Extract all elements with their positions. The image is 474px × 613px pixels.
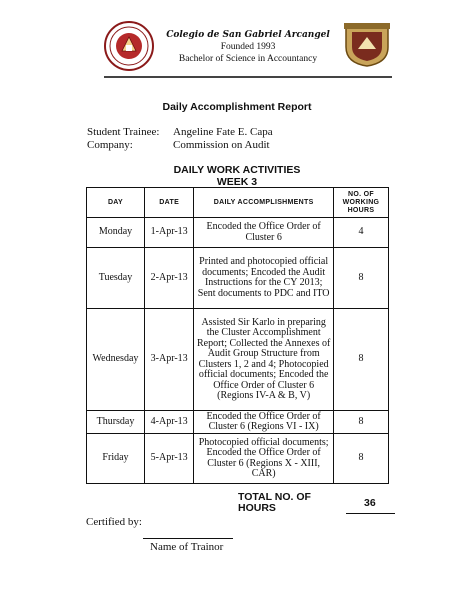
accomplishment-cell: Assisted Sir Karlo in preparing the Cluster Accomplishment Report; Collected the Annexes of Audit Group Structure from Clusters 1, 2 and 4; Photocopied official documents; Encoded the Office Order of Cluster 6 (Regions IV-A & B, V) xyxy=(194,309,334,411)
hours-cell: 4 xyxy=(333,218,388,248)
table-row xyxy=(87,411,389,434)
accomplishment-cell: Printed and photocopied official documents; Encoded the Audit Instructions for the CY 2013; Sent documents to PDC and ITO xyxy=(194,248,334,309)
trainor-name-label: Name of Trainor xyxy=(150,541,224,553)
date-cell: 4-Apr-13 xyxy=(144,411,193,434)
report-title: Daily Accomplishment Report xyxy=(162,101,312,113)
date-cell: 2-Apr-13 xyxy=(144,248,193,309)
table-row xyxy=(87,309,389,411)
day-cell: Wednesday xyxy=(87,309,145,411)
accomplishment-cell: Encoded the Office Order of Cluster 6 xyxy=(194,218,334,248)
section-title: DAILY WORK ACTIVITIES xyxy=(173,164,301,176)
founded-line: Founded 1993 xyxy=(220,42,276,52)
company-label: Company: xyxy=(87,139,133,151)
trainee-label: Student Trainee: xyxy=(87,126,160,138)
header-hours: NO. OF WORKING HOURS xyxy=(333,188,388,218)
college-name: Colegio de San Gabriel Arcangel xyxy=(166,30,330,40)
week-label: WEEK 3 xyxy=(216,176,258,188)
hours-cell: 8 xyxy=(333,434,388,484)
day-cell: Thursday xyxy=(87,411,145,434)
accomplishment-cell: Encoded the Office Order of Cluster 6 (Regions VI - IX) xyxy=(194,411,334,434)
date-cell: 5-Apr-13 xyxy=(144,434,193,484)
trainee-row xyxy=(87,126,273,139)
hours-cell: 8 xyxy=(333,248,388,309)
trainee-value: Angeline Fate E. Capa xyxy=(173,126,273,138)
hours-cell: 8 xyxy=(333,309,388,411)
header-date: DATE xyxy=(144,188,193,218)
table-header-row xyxy=(87,188,389,218)
table-row xyxy=(87,434,389,484)
day-cell: Tuesday xyxy=(87,248,145,309)
table-row xyxy=(87,248,389,309)
trainee-info xyxy=(87,126,273,152)
letterhead xyxy=(0,0,474,80)
program-line: Bachelor of Science in Accountancy xyxy=(178,54,318,64)
date-cell: 1-Apr-13 xyxy=(144,218,193,248)
date-cell: 3-Apr-13 xyxy=(144,309,193,411)
certified-by-label: Certified by: xyxy=(86,516,142,528)
total-hours-label xyxy=(238,492,324,514)
program-crest-icon xyxy=(342,21,392,67)
company-value: Commission on Audit xyxy=(173,139,270,151)
accomplishment-cell: Photocopied official documents; Encoded the Office Order of Cluster 6 (Regions X - XIII, CAR) xyxy=(194,434,334,484)
signature-line xyxy=(143,538,233,539)
total-hours-value: 36 xyxy=(364,497,376,509)
header-day: DAY xyxy=(87,188,145,218)
company-row xyxy=(87,139,273,152)
college-seal-icon xyxy=(104,21,154,71)
section-heading xyxy=(0,164,474,188)
day-cell: Monday xyxy=(87,218,145,248)
header-accomplishments: DAILY ACCOMPLISHMENTS xyxy=(194,188,334,218)
header-rule xyxy=(104,76,392,78)
table-row xyxy=(87,218,389,248)
activities-table xyxy=(86,187,389,484)
letterhead-text xyxy=(160,29,336,65)
day-cell: Friday xyxy=(87,434,145,484)
hours-cell: 8 xyxy=(333,411,388,434)
total-underline xyxy=(346,513,395,514)
total-label-text: TOTAL NO. OF HOURS xyxy=(238,491,311,514)
